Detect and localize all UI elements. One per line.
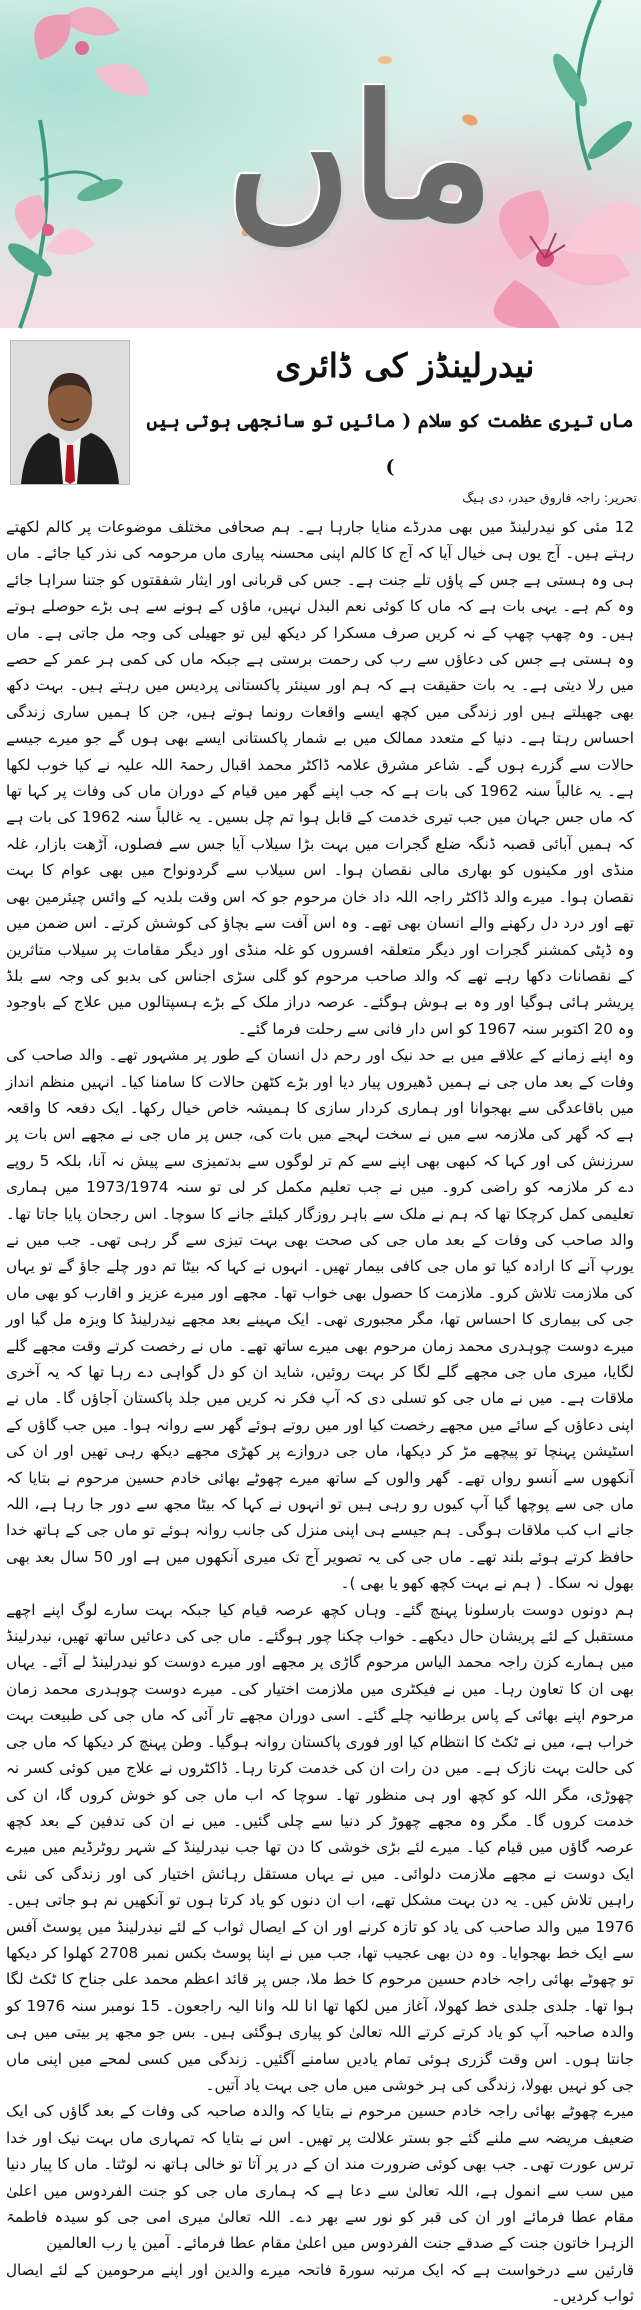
column-title: نیدرلینڈز کی ڈائری (275, 346, 535, 385)
body-paragraph: وہ اپنے زمانے کے علاقے میں بے حد نیک اور رحم دل انسان کے طور پر مشہور تھے۔ والد صاحب کی وفات کے بعد ماں جی نے ہمیں ڈھیروں پیار دیا اور بڑے کٹھن حالات کا سامنا کیا۔ انہیں منظم انداز میں باقاعدگی سے بھجوانا اور ہماری کردار سازی کا ہمیشہ خاص خیال رکھا۔ ایک دفعہ کا واقعہ ہے کہ گھر کی ملازمہ سے میں نے سخت لہجے میں بات کی، جس پر ماں جی نے مجھے اس بات پر سرزنش کی اور کہا کہ کبھی بھی اپنے سے کم تر لوگوں سے بدتمیزی سے پیش نہ آنا، بلکہ 5 روپے دے کر ملازمہ کو راضی کرو۔ میں نے جب تعلیم مکمل کر لی تو سنہ 1973/1974 میں ہماری تعلیمی کمل کرچکا تھا کہ ہم نے ملک سے باہر روزگار کیلئے جانے کا سوچا۔ اس رجحان پایا جاتا تھا۔ والد صاحب کی وفات کے بعد ماں جی کی صحت بھی بہت تیزی سے گر رہی تھی۔ جب میں نے یورپ آنے کا ارادہ کیا تو ماں جی کافی بیمار تھیں۔ انہوں نے کہا کہ بیٹا تم دور چلے جاؤ گے تو یہاں کی ملازمت تلاش کرو۔ ملازمت کا حصول بھی خواب تھا۔ مجھے اور میرے عزیز و اقارب کو بھی ماں جی کی بیماری کا احساس تھا، مگر مجبوری تھی۔ ایک مہینے بعد مجھے نیدرلینڈ کا ویزہ مل گیا اور میرے دوست چوہدری محمد زمان مرحوم بھی میرے ساتھ تھے۔ ماں نے رخصت کرتے وقت مجھے گلے لگایا، میری ماں جی مجھے گلے لگا کر بہت روئیں، شاید ان کو دل گواہی دے رہا تھا کہ یہ آخری ملاقات ہے۔ میں نے ماں جی کو تسلی دی کہ آپ فکر نہ کریں میں جلد پاکستان آجاؤں گا۔ ماں نے اپنی دعاؤں کے سائے میں مجھے رخصت کیا اور میں روتے ہوئے گھر سے روانہ ہوا۔ میں جب گاؤں کے اسٹیشن پہنچا تو پیچھے مڑ کر دیکھا، ماں جی دروازے پر کھڑی مجھے دیکھ رہی تھیں اور ان کی آنکھوں سے آنسو رواں تھے۔ گھر والوں کے ساتھ میرے چھوٹے بھائی خادم حسین مرحوم نے بتایا کہ ماں جی سے پوچھا گیا آپ کیوں رو رہی ہیں تو انہوں نے کہا کہ بیٹا مجھ سے دور جا رہا ہے، اللہ جانے اب کب ملاقات ہوگی۔ ہم جیسے ہی اپنی منزل کی جانب روانہ ہوئے تو ماں جی کے ہاتھ خدا حافظ کرتے ہوئے بلند تھے۔ ماں جی کی یہ تصویر آج تک میری آنکھوں میں ہے اور 50 سال بعد بھی بھول نہ سکا۔ ( ہم نے بہت کچھ کھو یا بھی )۔ (6, 1046, 634, 1593)
byline: تحریر: راجہ فاروق حیدر، دی ہیگ (462, 490, 637, 505)
body-paragraph: 12 مئی کو نیدرلینڈ میں بھی مدرڈے منایا جارہا ہے۔ ہم صحافی مختلف موضوعات پر کالم لکھتے رہتے ہیں۔ آج یوں ہی خیال آیا کہ آج کا کالم اپنی محسنہ پیاری ماں مرحومہ کی نذر کیا جائے۔ ماں ہی وہ ہستی ہے جس کے پاؤں تلے جنت ہے۔ جس کی قربانی اور ایثار شفقتوں کو جتنا سراہا جائے وہ کم ہے۔ یہی بات ہے کہ ماں کا کوئی نعم البدل نہیں، ماؤں کے ہونے سے ہی بڑے حوصلے ہوتے ہیں۔ وہ چھپ چھپ کے نہ کریں صرف مسکرا کر دیکھ لیں تو جھیلی کی وجہ مل جاتی ہے۔ ماں وہ ہستی ہے جس کی دعاؤں سے رب کی رحمت برستی ہے جبکہ ماں کی کمی ہر عمر کے حصے میں رلا دیتی ہے۔ یہ بات حقیقت ہے کہ ہم اور سینئر پاکستانی پردیس میں رہتے ہیں۔ بہت دکھ بھی جھیلتے ہیں اور زندگی میں کچھ ایسے واقعات رونما ہوتے ہیں، جن کا ہمیں ساری زندگی احساس رہتا ہے۔ دنیا کے متعدد ممالک میں بے شمار پاکستانی ایسے بھی ہوں گے جو میرے جیسے حالات سے گزرے ہوں گے۔ شاعر مشرق علامہ ڈاکٹر محمد اقبال رحمۃ اللہ علیہ نے کیا خوب لکھا ہے۔ یہ غالباً سنہ 1962 کی بات ہے کہ جب اپنے گھر میں قیام کے دوران ماں کی وفات پر کہا تھا کہ ماں جس جہان میں جب تیری خدمت کے قابل ہوا تم چل بسیں۔ یہ غالباً سنہ 1962 کی بات ہے کہ ہمیں آبائی قصبہ ڈنگہ ضلع گجرات میں بہت بڑا سیلاب آیا جس سے فصلوں، آڑھت بازار، غلہ منڈی اور مکینوں کو بھاری مالی نقصان ہوا۔ اس سیلاب سے گردونواح میں بھی عوام کا بہت نقصان ہوا۔ میرے والد ڈاکٹر راجہ اللہ داد خان مرحوم جو کہ اس وقت بلدیہ کے وائس چیئرمین بھی تھے اور درد دل رکھنے والے انسان بھی تھے۔ وہ اس آفت سے بچاؤ کی کوشش کرتے۔ اس ضمن میں وہ ڈپٹی کمشنر گجرات اور دیگر متعلقہ افسروں کو غلہ منڈی اور دیگر مقامات پر سیلاب متاثرین کے نقصانات دکھا رہے تھے کہ والد صاحب مرحوم کو گلی سڑی اجناس کی بدبو کی وجہ سے بلڈ پریشر ہائی ہوگیا اور وہ بے ہوش ہوگئے۔ عرصہ دراز ملک کے بڑے ہسپتالوں میں علاج کے باوجود وہ 20 اکتوبر سنہ 1967 کو اس دار فانی سے رحلت فرما گئے۔ (6, 518, 634, 1038)
article-subtitle: ماں تیری عظمت کو سلام ( مائیں تو سانجھی ہوتی ہیں ) (146, 410, 634, 478)
article-body (6, 514, 634, 2306)
body-paragraph: قارئین سے درخواست ہے کہ ایک مرتبہ سورۃ فاتحہ میرے والدین اور اپنے مرحومین کے لئے ایصال ثواب کردیں۔ (6, 2260, 634, 2306)
author-portrait-image (11, 341, 129, 484)
body-paragraph: ہم دونوں دوست بارسلونا پہنچ گئے۔ وہاں کچھ عرصہ قیام کیا جبکہ بہت سارے لوگ اپنے اچھے مستقبل کے لئے پریشان حال دیکھے۔ خواب چکنا چور ہوگئے۔ ماں جی کی دعائیں ساتھ تھیں، نیدرلینڈ میں ہمارے کزن راجہ محمد الیاس مرحوم گاڑی پر مجھے اور میرے دوست کو نیدرلینڈ لے آئے۔ یہاں بھی ان کا تعاون رہا۔ میں نے فیکٹری میں ملازمت اختیار کی۔ میرے دوست چوہدری محمد زمان مرحوم اپنے بھائی کے پاس برطانیہ چلے گئے۔ اسی دوران مجھے تار آئی کہ ماں جی کی طبیعت بہت خراب ہے، میں نے ٹکٹ کا انتظام کیا اور فوری پاکستان روانہ ہوگیا۔ وطن پہنچ کر دیکھا کہ ماں جی کی حالت بہت نازک ہے۔ میں دن رات ان کی خدمت کرتا رہا۔ ڈاکٹروں نے علاج میں کوئی کسر نہ چھوڑی، مگر اللہ کو کچھ اور ہی منظور تھا۔ سوچا کہ اب ماں جی کو خوش کروں گا، ان کی خدمت کروں گا۔ مگر وہ مجھے چھوڑ کر دنیا سے چلی گئیں۔ میں نے ان کی تدفین کے بعد کچھ عرصہ گاؤں میں قیام کیا۔ میرے لئے بڑی خوشی کا دن تھا جب نیدرلینڈ کے شہر روٹرڈیم میں میرے ایک دوست نے مجھے ملازمت دلوائی۔ میں نے یہاں مستقل رہائش اختیار کی اور زندگی کی نئی راہیں تلاش کیں۔ یہ دن بہت مشکل تھے، اب ان دنوں کو یاد کرتا ہوں تو آنکھیں نم ہو جاتی ہیں۔ 1976 میں والد صاحب کی یاد کو تازہ کرنے اور ان کے ایصال ثواب کے لئے نیدرلینڈ میں پوسٹ آفس سے ایک خط بھجوایا۔ وہ دن بھی عجیب تھا، جب میں نے اپنا پوسٹ بکس نمبر 2708 کھلوا کر دیکھا تو چھوٹے بھائی راجہ خادم حسین مرحوم کا خط ملا، جس پر قائد اعظم محمد علی جناح کا ٹکٹ لگا ہوا تھا۔ جلدی جلدی خط کھولا، آغاز میں لکھا تھا انا للہ وانا الیہ راجعون۔ 15 نومبر سنہ 1976 کو والدہ صاحبہ آپ کو یاد کرتے کرتے اللہ تعالیٰ کو پیاری ہوگئی ہیں۔ بس جو مجھ پر بیتی میں ہی جانتا ہوں۔ اس وقت گزری ہوئی تمام یادیں سامنے آگئیں۔ زندگی میں کسی لمحے میں اپنی ماں جی کو نہیں بھولا، زندگی کی ہر خوشی میں ماں جی بہت یاد آتیں۔ (6, 1600, 634, 2094)
banner-title: ماں (226, 58, 494, 258)
mother-banner (0, 0, 641, 328)
body-paragraph: میرے چھوٹے بھائی راجہ خادم حسین مرحوم نے بتایا کہ والدہ صاحبہ کی وفات کے بعد گاؤں کی ایک ضعیف مریضہ سے ملنے گئے جو بستر علالت پر تھیں۔ اس نے بتایا کہ تمہاری ماں بہت نیک اور خدا ترس عورت تھی۔ جب بھی کوئی ضرورت مند ان کے در پر آتا تو خالی ہاتھ نہ لوٹتا۔ ماں کا پیار دنیا میں سب سے انمول ہے، اللہ تعالیٰ سے دعا ہے کہ ہماری ماں جی کو جنت الفردوس میں اعلیٰ مقام عطا فرمائے اور ان کی قبر کو نور سے بھر دے۔ اللہ تعالیٰ میری امی جی کو سیدہ فاطمۃ الزہرا خاتون جنت کے صدقے جنت الفردوس میں اعلیٰ مقام عطا فرمائے۔ آمین یا رب العالمین (6, 2102, 634, 2253)
author-photo (10, 340, 130, 485)
